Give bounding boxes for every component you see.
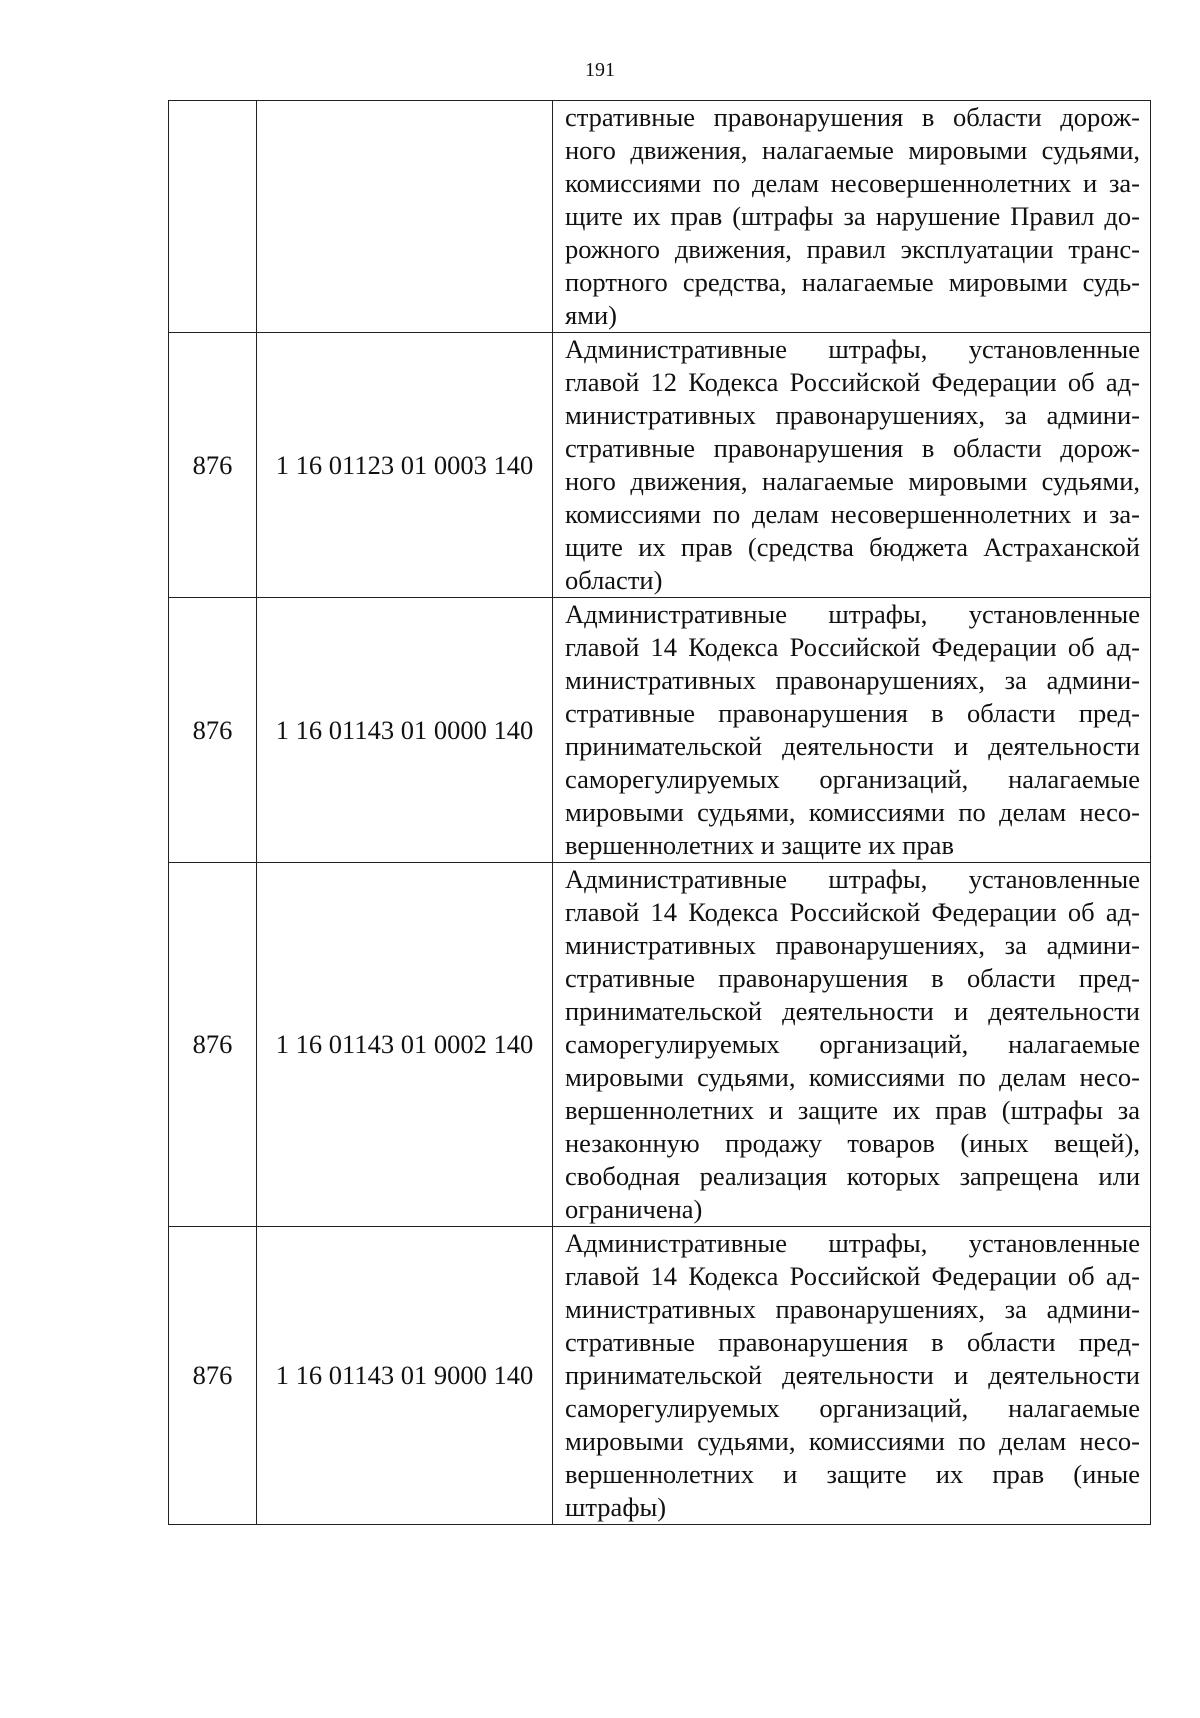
table-row: [169, 101, 1151, 333]
description-line: Административные штрафы, установленные: [565, 599, 1140, 629]
description-line: Административные штрафы, установленные: [565, 864, 1140, 894]
page-number: 191: [585, 59, 615, 81]
description-line: области): [565, 565, 663, 595]
budget-code-cell: 1 16 01143 01 0000 140: [257, 598, 553, 863]
table-row: [169, 1227, 1151, 1525]
description-line: мировыми судьями, комиссиями по делам несо-: [565, 1062, 1140, 1092]
description-cell: [553, 598, 1151, 863]
budget-code-cell: 1 16 01143 01 9000 140: [257, 1227, 553, 1525]
admin-code-cell: [169, 101, 257, 333]
description-line: главой 12 Кодекса Российской Федерации об ад-: [565, 367, 1140, 397]
description-line: портного средства, налагаемые мировыми судь-: [565, 267, 1140, 297]
description-cell: [553, 1227, 1151, 1525]
description-line: главой 14 Кодекса Российской Федерации об ад-: [565, 897, 1140, 927]
description-line: саморегулируемых организаций, налагаемые: [565, 1393, 1140, 1423]
description-line: Административные штрафы, установленные: [565, 1228, 1140, 1258]
description-line: комиссиями по делам несовершеннолетних и за-: [565, 499, 1140, 529]
description-line: саморегулируемых организаций, налагаемые: [565, 1029, 1140, 1059]
description-cell: [553, 863, 1151, 1227]
table-row: [169, 598, 1151, 863]
admin-code-cell: 876: [169, 863, 257, 1227]
description-line: Административные штрафы, установленные: [565, 334, 1140, 364]
description-line: стративные правонарушения в области дорож-: [565, 433, 1140, 463]
description-cell: [553, 333, 1151, 598]
description-line: саморегулируемых организаций, налагаемые: [565, 764, 1140, 794]
budget-code-cell: [257, 101, 553, 333]
description-line: стративные правонарушения в области пред-: [565, 1327, 1140, 1357]
description-line: главой 14 Кодекса Российской Федерации об ад-: [565, 1261, 1140, 1291]
description-line: министративных правонарушениях, за админи-: [565, 665, 1140, 695]
description-line: стративные правонарушения в области пред-: [565, 963, 1140, 993]
table-body: [169, 101, 1151, 1525]
description-line: вершеннолетних и защите их прав: [565, 830, 954, 860]
description-line: вершеннолетних и защите их прав (штрафы за: [565, 1095, 1140, 1125]
description-line: мировыми судьями, комиссиями по делам несо-: [565, 1426, 1140, 1456]
description-line: главой 14 Кодекса Российской Федерации об ад-: [565, 632, 1140, 662]
description-line: мировыми судьями, комиссиями по делам несо-: [565, 797, 1140, 827]
budget-code-cell: 1 16 01143 01 0002 140: [257, 863, 553, 1227]
description-line: рожного движения, правил эксплуатации транс-: [565, 234, 1140, 264]
description-line: ного движения, налагаемые мировыми судьями,: [565, 466, 1140, 496]
description-cell: [553, 101, 1151, 333]
admin-code-cell: 876: [169, 598, 257, 863]
budget-classification-table: [168, 100, 1151, 1525]
description-line: стративные правонарушения в области дорож-: [565, 102, 1140, 132]
table-row: [169, 333, 1151, 598]
description-line: щите их прав (штрафы за нарушение Правил до-: [565, 201, 1140, 231]
description-line: принимательской деятельности и деятельности: [565, 996, 1140, 1026]
description-line: стративные правонарушения в области пред-: [565, 698, 1140, 728]
description-line: ями): [565, 300, 617, 330]
description-line: комиссиями по делам несовершеннолетних и за-: [565, 168, 1140, 198]
description-line: министративных правонарушениях, за админи-: [565, 930, 1140, 960]
admin-code-cell: 876: [169, 333, 257, 598]
description-line: принимательской деятельности и деятельности: [565, 1360, 1140, 1390]
budget-code-cell: 1 16 01123 01 0003 140: [257, 333, 553, 598]
description-line: министративных правонарушениях, за админи-: [565, 400, 1140, 430]
description-line: свободная реализация которых запрещена или: [565, 1161, 1140, 1191]
admin-code-cell: 876: [169, 1227, 257, 1525]
description-line: министративных правонарушениях, за админи-: [565, 1294, 1140, 1324]
description-line: ограничена): [565, 1194, 703, 1224]
description-line: щите их прав (средства бюджета Астраханской: [565, 532, 1140, 562]
description-line: незаконную продажу товаров (иных вещей),: [565, 1128, 1140, 1158]
description-line: вершеннолетних и защите их прав (иные: [565, 1459, 1140, 1489]
description-line: ного движения, налагаемые мировыми судьями,: [565, 135, 1140, 165]
description-line: принимательской деятельности и деятельности: [565, 731, 1140, 761]
description-line: штрафы): [565, 1492, 667, 1522]
table-row: [169, 863, 1151, 1227]
